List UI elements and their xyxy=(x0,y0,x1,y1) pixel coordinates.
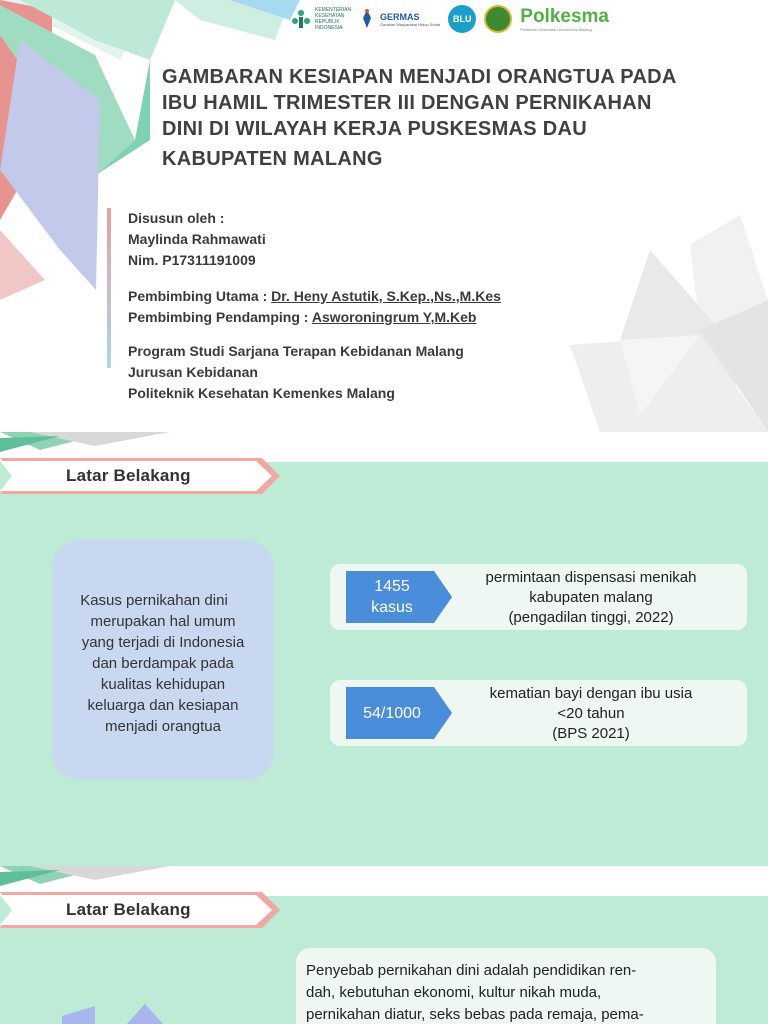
kemenkes-icon xyxy=(290,8,312,30)
stat-desc-line: kabupaten malang xyxy=(529,589,653,606)
emblem-icon xyxy=(484,5,512,33)
title-line-2: IBU HAMIL TRIMESTER III DENGAN PERNIKAHAN xyxy=(162,92,652,114)
supervisor-pendamping-name: Asworoningrum Y,M.Keb xyxy=(311,309,477,325)
stat-value-line: 1455 xyxy=(374,578,410,595)
supervisor-utama-label: Pembimbing Utama : xyxy=(128,288,272,304)
polkesma-logo xyxy=(520,7,609,32)
stat-desc-line: kematian bayi dengan ibu usia xyxy=(489,685,693,702)
section-title: Latar Belakang xyxy=(66,466,191,485)
title-line-4: KABUPATEN MALANG xyxy=(162,148,383,170)
institution-name: Politeknik Kesehatan Kemenkes Malang xyxy=(128,385,395,401)
polkesma-tagline: Politeknik Kesehatan Kemenkes Malang xyxy=(520,26,592,32)
summary-bubble xyxy=(52,540,274,780)
logo-bar xyxy=(290,2,609,36)
causes-line: dah, kebutuhan ekonomi, kultur nikah muda, xyxy=(306,984,602,1001)
stat-description xyxy=(456,684,726,744)
author-block xyxy=(128,208,266,271)
stat-desc-line: <20 tahun xyxy=(557,705,625,722)
section-header xyxy=(0,458,280,494)
kemenkes-text: KEMENTERIAN KESEHATAN REPUBLIK INDONESIA xyxy=(315,7,352,31)
bottom-decoration xyxy=(0,996,200,1024)
stat-desc-line: (pengadilan tinggi, 2022) xyxy=(508,609,674,626)
background-slide-2 xyxy=(0,866,768,1024)
supervisor-pendamping xyxy=(128,307,501,328)
polkesma-name: Polkesma xyxy=(520,5,609,27)
stat-value xyxy=(346,571,438,623)
causes-card xyxy=(296,948,716,1024)
summary-line: menjadi orangtua xyxy=(105,718,221,735)
presentation-title xyxy=(162,64,722,172)
summary-text xyxy=(52,590,274,737)
blu-logo: BLU xyxy=(448,5,476,33)
supervisor-utama xyxy=(128,286,501,307)
stat-desc-line: (BPS 2021) xyxy=(552,725,630,742)
summary-line: kualitas kehidupan xyxy=(100,676,226,693)
causes-line: Penyebab pernikahan dini adalah pendidikan ren- xyxy=(306,962,637,979)
title-line-1: GAMBARAN KESIAPAN MENJADI ORANGTUA PADA xyxy=(162,66,677,88)
germas-name: GERMAS xyxy=(380,11,420,22)
germas-icon xyxy=(357,8,377,30)
background-slide-1 xyxy=(0,432,768,866)
summary-line: yang terjadi di Indonesia xyxy=(81,634,245,651)
stat-value xyxy=(346,687,438,739)
supervisor-utama-name: Dr. Heny Astutik, S.Kep.,Ns.,M.Kes xyxy=(271,288,501,304)
germas-sub: Gerakan Masyarakat Hidup Sehat xyxy=(380,21,441,27)
author-label: Disusun oleh : xyxy=(128,210,225,226)
department-name: Jurusan Kebidanan xyxy=(128,364,258,380)
summary-line: keluarga dan kesiapan xyxy=(87,697,239,714)
stat-card xyxy=(330,564,747,630)
causes-line: pernikahan diatur, seks bebas pada remaja, pema- xyxy=(306,1006,644,1023)
section-header xyxy=(0,892,280,928)
author-nim: Nim. P17311191009 xyxy=(128,252,256,268)
institution-block xyxy=(128,341,464,404)
stat-desc-line: permintaan dispensasi menikah xyxy=(485,569,697,586)
causes-text xyxy=(296,948,716,1024)
germas-logo xyxy=(357,8,440,30)
program-name: Program Studi Sarjana Terapan Kebidanan Malang xyxy=(128,343,464,359)
supervisor-block xyxy=(128,286,501,328)
stat-card xyxy=(330,680,747,746)
title-slide xyxy=(0,0,768,432)
author-name: Maylinda Rahmawati xyxy=(128,231,266,247)
stat-value-line: 54/1000 xyxy=(363,704,421,722)
kemenkes-logo xyxy=(290,7,352,31)
summary-line: dan berdampak pada xyxy=(92,655,234,672)
summary-line: Kasus pernikahan dini xyxy=(80,592,228,609)
info-accent-bar xyxy=(107,208,111,368)
stat-value-line: kasus xyxy=(371,599,413,616)
stat-description xyxy=(456,568,726,628)
title-line-3: DINI DI WILAYAH KERJA PUSKESMAS DAU xyxy=(162,118,588,140)
summary-line: merupakan hal umum xyxy=(90,613,236,630)
section-title: Latar Belakang xyxy=(66,900,191,919)
supervisor-pendamping-label: Pembimbing Pendamping : xyxy=(128,309,312,325)
